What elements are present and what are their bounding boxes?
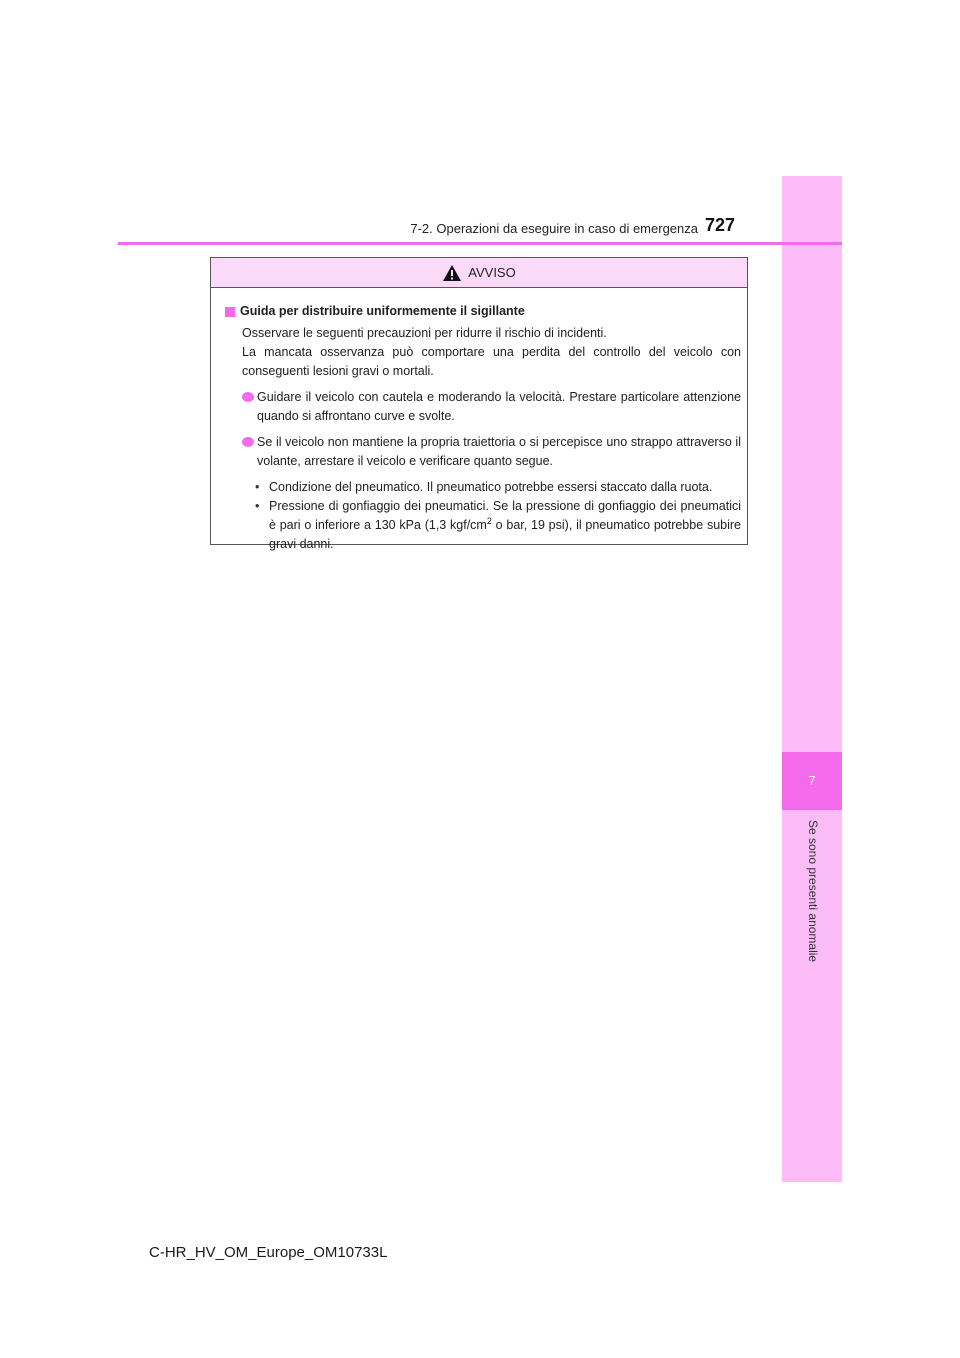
sub-list	[225, 478, 741, 554]
warning-subhead	[225, 302, 741, 321]
section-title: 7-2. Operazioni da eseguire in caso di emergenza	[410, 221, 698, 236]
dot-bullet-icon: •	[255, 499, 260, 513]
sub-item-text: Condizione del pneumatico. Il pneumatico potrebbe essersi staccato dalla ruota.	[269, 480, 713, 494]
chapter-number: 7	[782, 752, 842, 810]
page-number: 727	[705, 215, 736, 235]
header-divider	[118, 242, 842, 245]
warning-triangle-icon	[442, 264, 462, 282]
document-code: C-HR_HV_OM_Europe_OM10733L	[149, 1244, 388, 1261]
warning-box	[210, 257, 748, 551]
sub-list-item	[255, 478, 741, 497]
chapter-label: Se sono presenti anomalie	[806, 820, 820, 963]
list-item-text: Se il veicolo non mantiene la propria traiettoria o si percepisce uno strappo attraverso il volante, arrestare il veicolo e verificare quanto segue.	[257, 435, 741, 468]
warning-subhead-text: Guida per distribuire uniformemente il sigillante	[240, 304, 525, 318]
sub-list-item	[255, 497, 741, 554]
warning-title: AVVISO	[468, 265, 516, 280]
circle-bullet-icon	[242, 437, 254, 447]
circle-bullet-icon	[242, 392, 254, 402]
sub-item-text-part: Pressione di gonfiaggio dei pneumatici. Se la pressione di gonfiaggio dei pneumatici è pari o inferiore a 130 kPa (1,3 kgf/cm	[269, 499, 741, 532]
list-item-text: Guidare il veicolo con cautela e moderando la velocità. Prestare particolare attenzione quando si affrontano curve e svolte.	[257, 390, 741, 423]
list-item	[225, 433, 741, 471]
superscript: 2	[486, 515, 492, 526]
warning-body	[211, 288, 747, 554]
sub-item-text-part: o bar, 19 psi), il pneumatico potrebbe subire gravi danni.	[269, 518, 741, 551]
chapter-side-tab	[782, 176, 842, 1182]
warning-header	[211, 258, 747, 288]
sub-item-text	[269, 497, 741, 554]
dot-bullet-icon: •	[255, 480, 260, 494]
list-item	[225, 388, 741, 426]
warning-intro-2: La mancata osservanza può comportare una perdita del controllo del veicolo con conseguenti lesioni gravi o mortali.	[242, 345, 741, 378]
warning-intro-1: Osservare le seguenti precauzioni per ridurre il rischio di incidenti.	[242, 326, 607, 340]
square-bullet-icon	[225, 307, 235, 317]
